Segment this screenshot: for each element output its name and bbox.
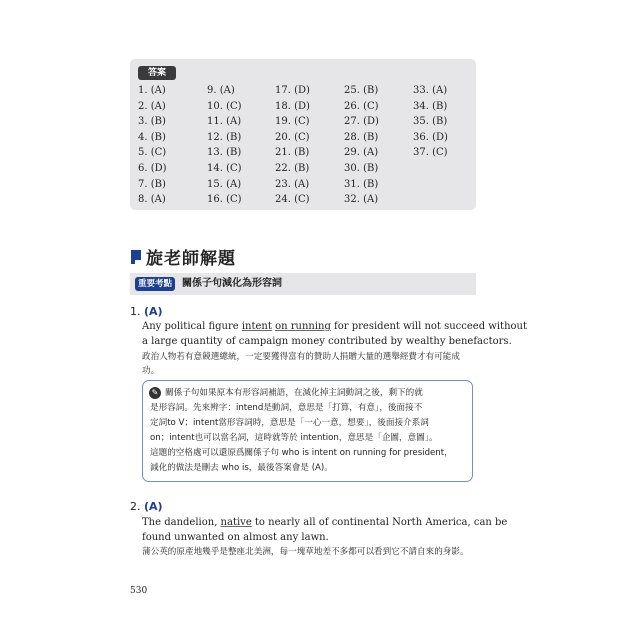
chinese-line: 政治人物若有意競選總統，一定要獲得富有的贊助人捐贈大量的選舉經費才有可能成 xyxy=(142,352,460,362)
answer-item: 16. (C) xyxy=(207,194,242,206)
answer-item: 32. (A) xyxy=(344,194,379,206)
question-2-header xyxy=(130,500,163,513)
english-line: Any political figure intent on running for president will not succeed without xyxy=(142,321,527,332)
answer-item: 28. (B) xyxy=(344,131,379,143)
chinese-line: 功。 xyxy=(142,366,160,376)
answer-item: 4. (B) xyxy=(138,131,166,143)
explanation-line: 減化的做法是刪去 who is，最後答案會是 (A)。 xyxy=(150,463,333,473)
answer-item: 36. (D) xyxy=(413,131,448,143)
explanation-line: on；intent也可以當名詞，這時就等於 intention，意思是「企圖，意圖」。 xyxy=(150,433,438,443)
question-2-chinese xyxy=(142,545,482,559)
answer-item: 22. (B) xyxy=(275,162,310,174)
key-point-text: 關係子句減化為形容詞 xyxy=(182,278,282,289)
answer-item: 9. (A) xyxy=(207,85,235,96)
question-number: 2. xyxy=(130,500,141,513)
answer-item: 7. (B) xyxy=(138,178,166,190)
answer-item: 23. (A) xyxy=(275,178,310,190)
question-2-english xyxy=(142,515,508,545)
question-1-header xyxy=(130,305,163,318)
explanation-box xyxy=(142,380,473,482)
answer-item: 29. (A) xyxy=(344,147,379,159)
explanation-line: 關係子句如果原本有形容詞補語，在減化掉主詞動詞之後，剩下的就 xyxy=(165,388,423,398)
answer-item: 33. (A) xyxy=(413,85,448,96)
answer-column-2 xyxy=(207,83,242,208)
page-number: 530 xyxy=(130,586,148,596)
answer-item: 6. (D) xyxy=(138,162,167,174)
answer-item: 31. (B) xyxy=(344,178,379,190)
answer-item: 1. (A) xyxy=(138,85,166,96)
answer-item: 3. (B) xyxy=(138,116,166,128)
answer-item: 2. (A) xyxy=(138,100,166,112)
chinese-line: 蒲公英的原產地幾乎是整座北美洲，每一塊草地差不多都可以看到它不請自來的身影。 xyxy=(142,547,469,557)
key-point-bar xyxy=(130,273,476,295)
explanation-icon: ✎ xyxy=(149,387,161,399)
underlined-word: intent xyxy=(241,321,272,332)
english-line: a large quantity of campaign money contributed by wealthy benefactors. xyxy=(142,336,512,347)
key-point-badge: 重要考點 xyxy=(135,277,175,291)
answer-item: 34. (B) xyxy=(413,100,448,112)
answer-item: 27. (D) xyxy=(344,116,379,128)
answer-item: 20. (C) xyxy=(275,131,310,143)
explanation-line: 是形容詞。先來辨字：intend是動詞，意思是「打算，有意」，後面接不 xyxy=(150,403,423,413)
underlined-word: native xyxy=(220,517,252,528)
answer-column-3 xyxy=(275,83,310,208)
question-number: 1. xyxy=(130,305,141,318)
answer-item: 12. (B) xyxy=(207,131,242,143)
answer-column-1 xyxy=(138,83,167,208)
question-answer: (A) xyxy=(144,500,163,513)
english-line: found unwanted on almost any lawn. xyxy=(142,532,329,543)
explanation-line: 這題的空格處可以還原爲關係子句 who is intent on running for president， xyxy=(150,448,453,458)
answer-column-4 xyxy=(344,83,379,208)
question-answer: (A) xyxy=(144,305,163,318)
answer-item: 18. (D) xyxy=(275,100,310,112)
answer-item: 37. (C) xyxy=(413,147,448,159)
section-marker-icon xyxy=(131,250,141,260)
english-line: The dandelion, native to nearly all of continental North America, can be xyxy=(142,517,508,528)
explanation-line: 定詞to V；intent當形容詞時，意思是「一心一意，想要」，後面接介系詞 xyxy=(150,418,429,428)
answer-item: 14. (C) xyxy=(207,162,242,174)
answer-item: 26. (C) xyxy=(344,100,379,112)
answer-item: 21. (B) xyxy=(275,147,310,159)
answer-item: 35. (B) xyxy=(413,116,448,128)
section-marker-small-icon xyxy=(131,260,135,264)
question-1-english xyxy=(142,319,527,349)
answer-item: 24. (C) xyxy=(275,194,310,206)
answer-box xyxy=(130,59,476,210)
answer-item: 10. (C) xyxy=(207,100,242,112)
section-title: 旋老師解題 xyxy=(146,249,236,269)
answer-label: 答案 xyxy=(138,66,176,80)
answer-item: 8. (A) xyxy=(138,194,166,206)
underlined-word: on running xyxy=(275,321,331,332)
answer-item: 19. (C) xyxy=(275,116,310,128)
answer-item: 13. (B) xyxy=(207,147,242,159)
question-1-chinese xyxy=(142,350,482,378)
answer-item: 25. (B) xyxy=(344,85,379,96)
answer-item: 11. (A) xyxy=(207,116,242,128)
answer-column-5 xyxy=(413,83,448,161)
answer-item: 15. (A) xyxy=(207,178,242,190)
answer-item: 30. (B) xyxy=(344,162,379,174)
answer-item: 5. (C) xyxy=(138,147,167,159)
answer-item: 17. (D) xyxy=(275,85,310,96)
